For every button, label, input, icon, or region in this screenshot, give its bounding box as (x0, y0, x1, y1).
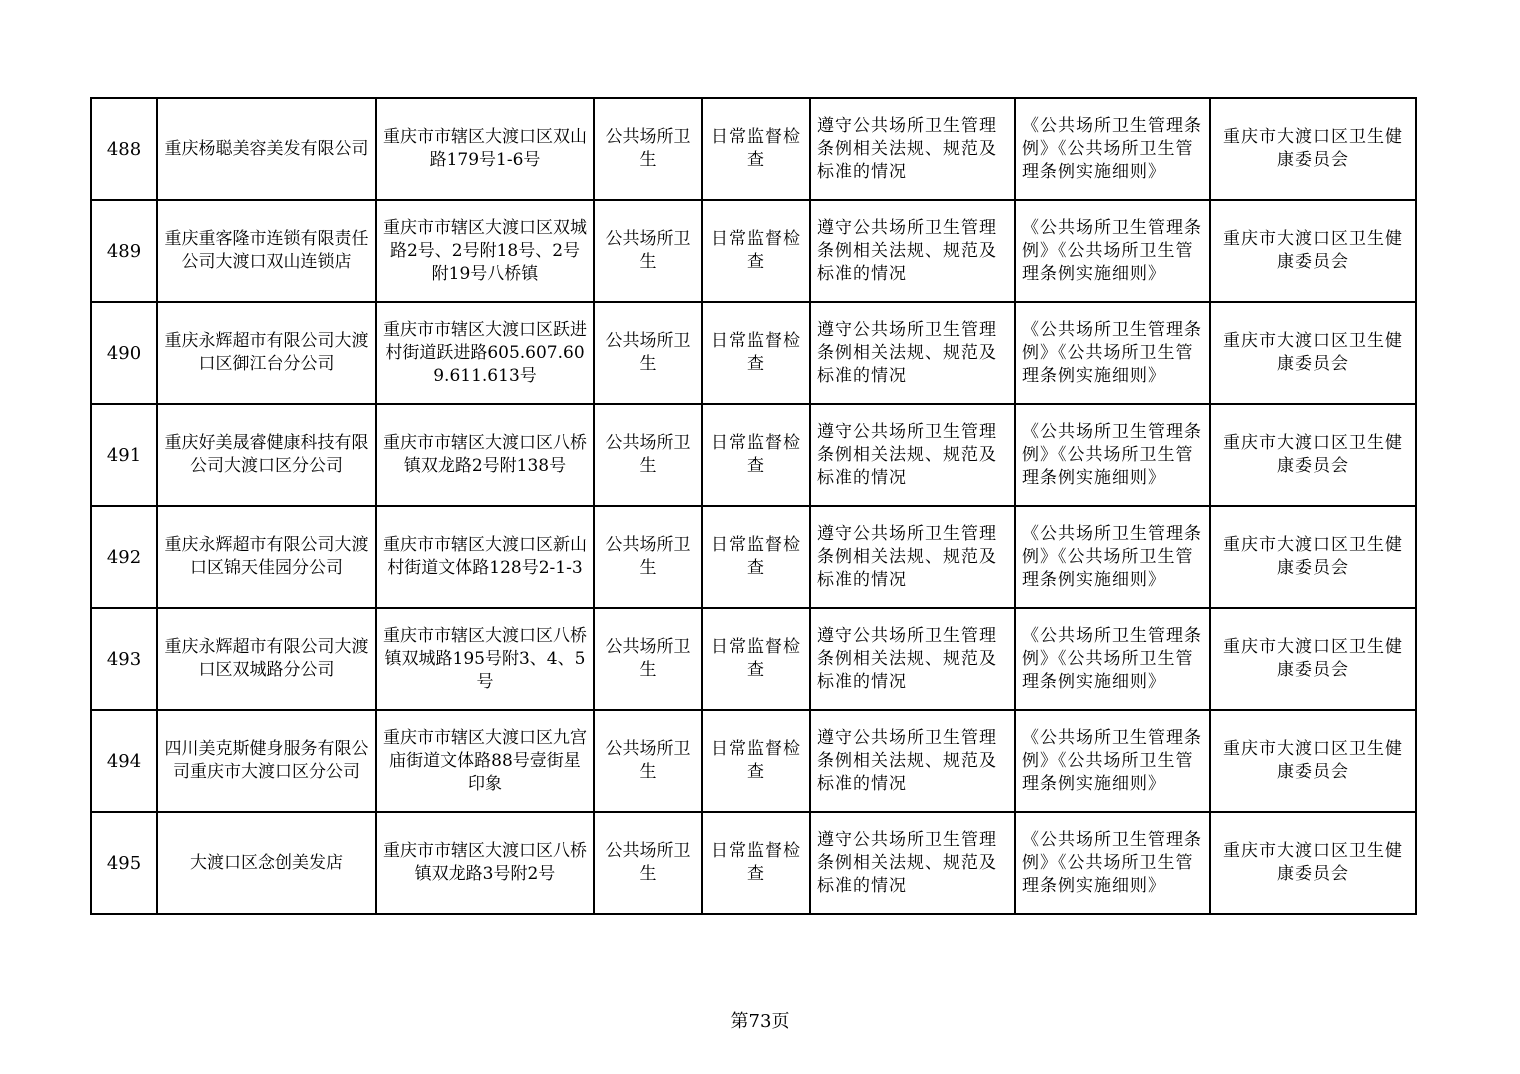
table-row (91, 608, 1416, 710)
legal-basis: 《公共场所卫生管理条例》《公共场所卫生管理条例实施细则》 (1015, 710, 1210, 812)
row-number: 493 (91, 608, 157, 710)
entity-name: 重庆永辉超市有限公司大渡口区御江台分公司 (157, 302, 376, 404)
entity-address: 重庆市市辖区大渡口区跃进村街道跃进路605.607.609.611.613号 (376, 302, 594, 404)
inspection-content: 遵守公共场所卫生管理条例相关法规、规范及标准的情况 (810, 98, 1015, 200)
entity-address: 重庆市市辖区大渡口区双城路2号、2号附18号、2号附19号八桥镇 (376, 200, 594, 302)
inspecting-department: 重庆市大渡口区卫生健康委员会 (1210, 710, 1416, 812)
inspection-category: 公共场所卫生 (594, 506, 702, 608)
inspection-content: 遵守公共场所卫生管理条例相关法规、规范及标准的情况 (810, 710, 1015, 812)
table-row (91, 812, 1416, 914)
inspection-content: 遵守公共场所卫生管理条例相关法规、规范及标准的情况 (810, 812, 1015, 914)
legal-basis: 《公共场所卫生管理条例》《公共场所卫生管理条例实施细则》 (1015, 404, 1210, 506)
inspection-method: 日常监督检查 (702, 200, 810, 302)
inspection-method: 日常监督检查 (702, 710, 810, 812)
inspection-category: 公共场所卫生 (594, 404, 702, 506)
inspection-content: 遵守公共场所卫生管理条例相关法规、规范及标准的情况 (810, 200, 1015, 302)
inspecting-department: 重庆市大渡口区卫生健康委员会 (1210, 98, 1416, 200)
inspection-category: 公共场所卫生 (594, 608, 702, 710)
inspection-content: 遵守公共场所卫生管理条例相关法规、规范及标准的情况 (810, 404, 1015, 506)
inspection-category: 公共场所卫生 (594, 302, 702, 404)
row-number: 492 (91, 506, 157, 608)
entity-address: 重庆市市辖区大渡口区八桥镇双城路195号附3、4、5号 (376, 608, 594, 710)
legal-basis: 《公共场所卫生管理条例》《公共场所卫生管理条例实施细则》 (1015, 812, 1210, 914)
inspection-category: 公共场所卫生 (594, 98, 702, 200)
row-number: 494 (91, 710, 157, 812)
inspecting-department: 重庆市大渡口区卫生健康委员会 (1210, 404, 1416, 506)
entity-address: 重庆市市辖区大渡口区新山村街道文体路128号2-1-3 (376, 506, 594, 608)
inspection-category: 公共场所卫生 (594, 812, 702, 914)
inspecting-department: 重庆市大渡口区卫生健康委员会 (1210, 200, 1416, 302)
row-number: 491 (91, 404, 157, 506)
table-row (91, 302, 1416, 404)
row-number: 495 (91, 812, 157, 914)
entity-address: 重庆市市辖区大渡口区九宫庙街道文体路88号壹街星印象 (376, 710, 594, 812)
inspection-category: 公共场所卫生 (594, 200, 702, 302)
entity-name: 重庆永辉超市有限公司大渡口区锦天佳园分公司 (157, 506, 376, 608)
legal-basis: 《公共场所卫生管理条例》《公共场所卫生管理条例实施细则》 (1015, 200, 1210, 302)
table-row (91, 404, 1416, 506)
entity-name: 重庆杨聪美容美发有限公司 (157, 98, 376, 200)
row-number: 489 (91, 200, 157, 302)
inspection-method: 日常监督检查 (702, 506, 810, 608)
table-row (91, 98, 1416, 200)
inspecting-department: 重庆市大渡口区卫生健康委员会 (1210, 302, 1416, 404)
table-row (91, 506, 1416, 608)
inspection-content: 遵守公共场所卫生管理条例相关法规、规范及标准的情况 (810, 506, 1015, 608)
entity-name: 重庆永辉超市有限公司大渡口区双城路分公司 (157, 608, 376, 710)
legal-basis: 《公共场所卫生管理条例》《公共场所卫生管理条例实施细则》 (1015, 302, 1210, 404)
inspection-method: 日常监督检查 (702, 302, 810, 404)
inspection-method: 日常监督检查 (702, 98, 810, 200)
inspecting-department: 重庆市大渡口区卫生健康委员会 (1210, 506, 1416, 608)
inspection-method: 日常监督检查 (702, 608, 810, 710)
row-number: 488 (91, 98, 157, 200)
inspection-records-table (90, 97, 1417, 915)
entity-name: 重庆好美晟睿健康科技有限公司大渡口区分公司 (157, 404, 376, 506)
table-row (91, 710, 1416, 812)
entity-name: 重庆重客隆市连锁有限责任公司大渡口双山连锁店 (157, 200, 376, 302)
table-row (91, 200, 1416, 302)
inspecting-department: 重庆市大渡口区卫生健康委员会 (1210, 812, 1416, 914)
inspection-method: 日常监督检查 (702, 812, 810, 914)
page-number: 第73页 (730, 1011, 790, 1032)
inspection-content: 遵守公共场所卫生管理条例相关法规、规范及标准的情况 (810, 302, 1015, 404)
inspecting-department: 重庆市大渡口区卫生健康委员会 (1210, 608, 1416, 710)
inspection-category: 公共场所卫生 (594, 710, 702, 812)
entity-address: 重庆市市辖区大渡口区八桥镇双龙路2号附138号 (376, 404, 594, 506)
row-number: 490 (91, 302, 157, 404)
inspection-content: 遵守公共场所卫生管理条例相关法规、规范及标准的情况 (810, 608, 1015, 710)
legal-basis: 《公共场所卫生管理条例》《公共场所卫生管理条例实施细则》 (1015, 608, 1210, 710)
entity-name: 大渡口区念创美发店 (157, 812, 376, 914)
legal-basis: 《公共场所卫生管理条例》《公共场所卫生管理条例实施细则》 (1015, 506, 1210, 608)
entity-address: 重庆市市辖区大渡口区双山路179号1-6号 (376, 98, 594, 200)
legal-basis: 《公共场所卫生管理条例》《公共场所卫生管理条例实施细则》 (1015, 98, 1210, 200)
entity-name: 四川美克斯健身服务有限公司重庆市大渡口区分公司 (157, 710, 376, 812)
entity-address: 重庆市市辖区大渡口区八桥镇双龙路3号附2号 (376, 812, 594, 914)
inspection-method: 日常监督检查 (702, 404, 810, 506)
